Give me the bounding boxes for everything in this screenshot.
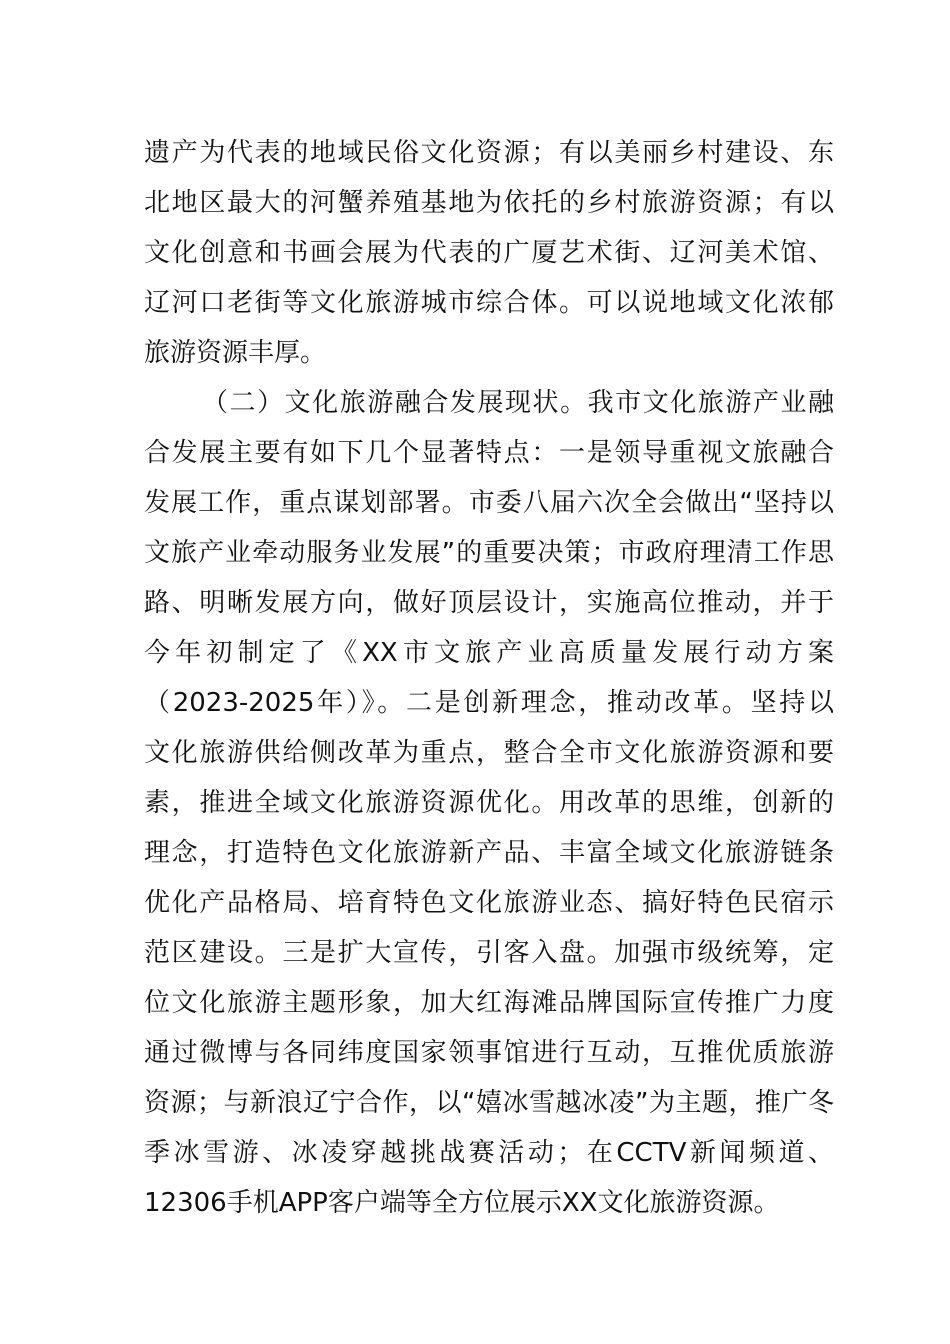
text-line-21: 季冰雪游、冰凌穿越挑战赛活动；在CCTV新闻频道、	[144, 1138, 834, 1168]
text-line-2: 北地区最大的河蟹养殖基地为依托的乡村旅游资源；有以	[144, 188, 834, 218]
body-text	[144, 128, 834, 1228]
text-line-10: 路、明晰发展方向，做好顶层设计，实施高位推动，并于	[144, 588, 834, 618]
text-line-15: 理念，打造特色文化旅游新产品、丰富全域文化旅游链条	[144, 838, 834, 868]
text-line-9: 文旅产业牵动服务业发展”的重要决策；市政府理清工作思	[144, 538, 834, 568]
text-line-6: （二）文化旅游融合发展现状。我市文化旅游产业融	[202, 388, 834, 418]
text-line-4: 辽河口老街等文化旅游城市综合体。可以说地域文化浓郁	[144, 288, 834, 318]
text-line-13: 文化旅游供给侧改革为重点，整合全市文化旅游资源和要	[144, 738, 834, 768]
text-line-1: 遗产为代表的地域民俗文化资源；有以美丽乡村建设、东	[144, 138, 834, 168]
text-line-14: 素，推进全域文化旅游资源优化。用改革的思维，创新的	[144, 788, 834, 818]
text-line-3: 文化创意和书画会展为代表的广厦艺术街、辽河美术馆、	[144, 238, 834, 268]
text-line-22: 12306手机APP客户端等全方位展示XX文化旅游资源。	[144, 1188, 780, 1218]
text-line-17: 范区建设。三是扩大宣传，引客入盘。加强市级统筹，定	[144, 938, 834, 968]
text-line-19: 通过微博与各同纬度国家领事馆进行互动，互推优质旅游	[144, 1038, 834, 1068]
text-line-7: 合发展主要有如下几个显著特点：一是领导重视文旅融合	[144, 438, 834, 468]
text-line-5: 旅游资源丰厚。	[144, 338, 327, 368]
text-line-20: 资源；与新浪辽宁合作，以“嬉冰雪越冰凌”为主题，推广冬	[144, 1088, 834, 1118]
text-line-12: （2023-2025年）》。二是创新理念，推动改革。坚持以	[144, 688, 834, 718]
text-line-11: 今年初制定了《XX市文旅产业高质量发展行动方案	[144, 638, 834, 668]
text-line-18: 位文化旅游主题形象，加大红海滩品牌国际宣传推广力度	[144, 988, 834, 1018]
text-line-16: 优化产品格局、培育特色文化旅游业态、搞好特色民宿示	[144, 888, 834, 918]
text-line-8: 发展工作，重点谋划部署。市委八届六次全会做出“坚持以	[144, 488, 834, 518]
